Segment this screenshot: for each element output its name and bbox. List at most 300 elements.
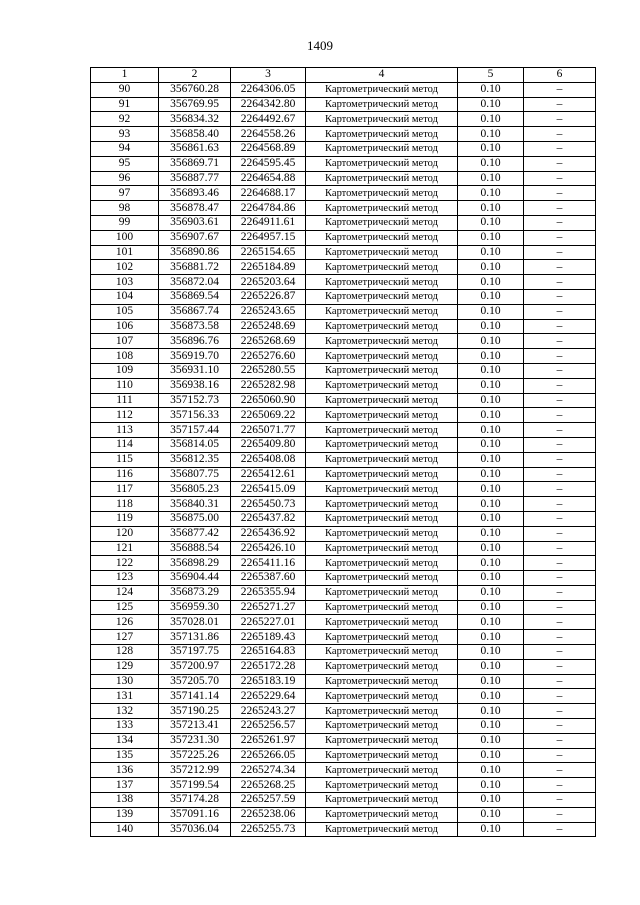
table-cell: 0.10 <box>458 467 524 482</box>
table-cell: 114 <box>91 437 159 452</box>
table-cell: – <box>524 408 596 423</box>
table-cell: 0.10 <box>458 482 524 497</box>
table-cell: 357091.16 <box>159 807 231 822</box>
table-cell: 0.10 <box>458 245 524 260</box>
table-cell: – <box>524 748 596 763</box>
table-cell: 2264688.17 <box>231 186 306 201</box>
table-cell: 2264595.45 <box>231 156 306 171</box>
table-row <box>91 201 596 216</box>
table-cell: – <box>524 541 596 556</box>
table-cell: Картометрический метод <box>306 467 458 482</box>
table-cell: 2265437.82 <box>231 511 306 526</box>
table-cell: 356881.72 <box>159 260 231 275</box>
table-cell: 0.10 <box>458 363 524 378</box>
table-cell: 127 <box>91 630 159 645</box>
table-cell: 2265248.69 <box>231 319 306 334</box>
table-cell: 2265271.27 <box>231 600 306 615</box>
table-cell: – <box>524 334 596 349</box>
table-cell: 357212.99 <box>159 763 231 778</box>
table-cell: 0.10 <box>458 748 524 763</box>
table-cell: 0.10 <box>458 97 524 112</box>
table-cell: 356858.40 <box>159 127 231 142</box>
table-cell: – <box>524 230 596 245</box>
table-row <box>91 689 596 704</box>
table-cell: 2265238.06 <box>231 807 306 822</box>
table-cell: Картометрический метод <box>306 719 458 734</box>
table-cell: – <box>524 215 596 230</box>
table-cell: 2264558.26 <box>231 127 306 142</box>
table-cell: 356840.31 <box>159 497 231 512</box>
table-cell: – <box>524 704 596 719</box>
table-cell: 2265227.01 <box>231 615 306 630</box>
table-cell: 112 <box>91 408 159 423</box>
table-cell: 0.10 <box>458 186 524 201</box>
table-cell: 131 <box>91 689 159 704</box>
table-cell: 0.10 <box>458 719 524 734</box>
table-cell: Картометрический метод <box>306 289 458 304</box>
table-cell: 2265226.87 <box>231 289 306 304</box>
table-row <box>91 408 596 423</box>
table-row <box>91 511 596 526</box>
table-cell: Картометрический метод <box>306 511 458 526</box>
table-row <box>91 822 596 837</box>
table-cell: 357190.25 <box>159 704 231 719</box>
table-cell: – <box>524 97 596 112</box>
table-cell: 130 <box>91 674 159 689</box>
table-cell: 357141.14 <box>159 689 231 704</box>
table-cell: 0.10 <box>458 822 524 837</box>
table-row <box>91 230 596 245</box>
table-cell: 0.10 <box>458 763 524 778</box>
table-row <box>91 541 596 556</box>
table-cell: 356903.61 <box>159 215 231 230</box>
table-cell: 0.10 <box>458 630 524 645</box>
table-cell: 0.10 <box>458 127 524 142</box>
table-row <box>91 526 596 541</box>
table-cell: 356875.00 <box>159 511 231 526</box>
table-cell: 2265408.08 <box>231 452 306 467</box>
table-cell: Картометрический метод <box>306 97 458 112</box>
table-row <box>91 437 596 452</box>
table-cell: 2265229.64 <box>231 689 306 704</box>
table-cell: – <box>524 778 596 793</box>
table-cell: 2265450.73 <box>231 497 306 512</box>
table-cell: 95 <box>91 156 159 171</box>
table-cell: 93 <box>91 127 159 142</box>
table-row <box>91 748 596 763</box>
table-cell: 0.10 <box>458 141 524 156</box>
table-cell: 2265255.73 <box>231 822 306 837</box>
table-cell: 0.10 <box>458 408 524 423</box>
table-cell: 124 <box>91 585 159 600</box>
table-cell: 90 <box>91 82 159 97</box>
column-header: 4 <box>306 68 458 83</box>
table-row <box>91 319 596 334</box>
table-cell: – <box>524 763 596 778</box>
table-cell: 0.10 <box>458 260 524 275</box>
table-cell: – <box>524 630 596 645</box>
table-cell: 101 <box>91 245 159 260</box>
table-cell: 2264342.80 <box>231 97 306 112</box>
table-cell: 2265243.27 <box>231 704 306 719</box>
table-cell: 2265071.77 <box>231 423 306 438</box>
table-cell: – <box>524 822 596 837</box>
table-row <box>91 141 596 156</box>
table-row <box>91 304 596 319</box>
table-cell: 111 <box>91 393 159 408</box>
table-cell: 356890.86 <box>159 245 231 260</box>
table-cell: 356896.76 <box>159 334 231 349</box>
table-row <box>91 363 596 378</box>
table-cell: 138 <box>91 793 159 808</box>
table-cell: – <box>524 289 596 304</box>
table-cell: 0.10 <box>458 304 524 319</box>
table-row <box>91 289 596 304</box>
table-cell: 2265172.28 <box>231 659 306 674</box>
table-cell: 2265243.65 <box>231 304 306 319</box>
table-cell: 94 <box>91 141 159 156</box>
table-cell: 0.10 <box>458 156 524 171</box>
table-cell: – <box>524 304 596 319</box>
table-cell: 135 <box>91 748 159 763</box>
table-cell: – <box>524 659 596 674</box>
table-cell: – <box>524 186 596 201</box>
table-row <box>91 556 596 571</box>
table-cell: 121 <box>91 541 159 556</box>
table-row <box>91 615 596 630</box>
table-cell: Картометрический метод <box>306 778 458 793</box>
table-cell: 356861.63 <box>159 141 231 156</box>
table-cell: 0.10 <box>458 556 524 571</box>
table-cell: 0.10 <box>458 334 524 349</box>
table-cell: 0.10 <box>458 600 524 615</box>
table-cell: Картометрический метод <box>306 349 458 364</box>
table-cell: 356893.46 <box>159 186 231 201</box>
table-cell: 115 <box>91 452 159 467</box>
table-cell: Картометрический метод <box>306 156 458 171</box>
table-cell: 2265183.19 <box>231 674 306 689</box>
table-cell: 136 <box>91 763 159 778</box>
table-cell: – <box>524 467 596 482</box>
table-cell: – <box>524 275 596 290</box>
table-cell: 108 <box>91 349 159 364</box>
table-cell: Картометрический метод <box>306 497 458 512</box>
table-cell: Картометрический метод <box>306 600 458 615</box>
table-row <box>91 733 596 748</box>
table-cell: 96 <box>91 171 159 186</box>
table-cell: 356959.30 <box>159 600 231 615</box>
table-cell: Картометрический метод <box>306 585 458 600</box>
table-cell: 0.10 <box>458 275 524 290</box>
table-cell: 356938.16 <box>159 378 231 393</box>
table-cell: Картометрический метод <box>306 556 458 571</box>
table-cell: – <box>524 393 596 408</box>
table-cell: – <box>524 423 596 438</box>
table-cell: 2264306.05 <box>231 82 306 97</box>
table-cell: 107 <box>91 334 159 349</box>
table-cell: 2265266.05 <box>231 748 306 763</box>
table-cell: – <box>524 452 596 467</box>
table-cell: 0.10 <box>458 378 524 393</box>
table-cell: 0.10 <box>458 171 524 186</box>
table-cell: 0.10 <box>458 659 524 674</box>
table-cell: 357199.54 <box>159 778 231 793</box>
table-cell: 2265276.60 <box>231 349 306 364</box>
table-cell: 356807.75 <box>159 467 231 482</box>
table-cell: 356919.70 <box>159 349 231 364</box>
table-cell: Картометрический метод <box>306 630 458 645</box>
table-cell: 356877.42 <box>159 526 231 541</box>
table-cell: 2264492.67 <box>231 112 306 127</box>
table-cell: Картометрический метод <box>306 704 458 719</box>
table-cell: 357131.86 <box>159 630 231 645</box>
table-cell: Картометрический метод <box>306 763 458 778</box>
table-cell: 356904.44 <box>159 571 231 586</box>
table-cell: Картометрический метод <box>306 659 458 674</box>
column-header: 2 <box>159 68 231 83</box>
table-cell: 120 <box>91 526 159 541</box>
table-cell: 2264784.86 <box>231 201 306 216</box>
column-header: 6 <box>524 68 596 83</box>
table-cell: Картометрический метод <box>306 141 458 156</box>
page-number: 1409 <box>307 38 333 53</box>
table-cell: Картометрический метод <box>306 334 458 349</box>
table-row <box>91 793 596 808</box>
table-cell: Картометрический метод <box>306 822 458 837</box>
table-cell: 2265069.22 <box>231 408 306 423</box>
table-cell: 2265387.60 <box>231 571 306 586</box>
table-cell: 356760.28 <box>159 82 231 97</box>
table-cell: 0.10 <box>458 778 524 793</box>
table-cell: – <box>524 201 596 216</box>
table-cell: 0.10 <box>458 689 524 704</box>
table-cell: 2265282.98 <box>231 378 306 393</box>
table-cell: 0.10 <box>458 82 524 97</box>
table-cell: Картометрический метод <box>306 482 458 497</box>
table-cell: 0.10 <box>458 393 524 408</box>
table-cell: 2265189.43 <box>231 630 306 645</box>
header-row <box>91 68 596 83</box>
table-cell: Картометрический метод <box>306 393 458 408</box>
table-row <box>91 378 596 393</box>
table-cell: – <box>524 526 596 541</box>
table-cell: 357225.26 <box>159 748 231 763</box>
table-cell: Картометрический метод <box>306 541 458 556</box>
table-cell: 2265274.34 <box>231 763 306 778</box>
table-row <box>91 156 596 171</box>
table-cell: 128 <box>91 645 159 660</box>
table-cell: 105 <box>91 304 159 319</box>
table-cell: 2265436.92 <box>231 526 306 541</box>
table-cell: 102 <box>91 260 159 275</box>
table-cell: – <box>524 378 596 393</box>
table-cell: 0.10 <box>458 289 524 304</box>
table-cell: Картометрический метод <box>306 363 458 378</box>
table-row <box>91 659 596 674</box>
table-cell: 98 <box>91 201 159 216</box>
table-cell: 2265280.55 <box>231 363 306 378</box>
table-cell: – <box>524 141 596 156</box>
table-cell: 0.10 <box>458 645 524 660</box>
table-row <box>91 112 596 127</box>
table-cell: 0.10 <box>458 497 524 512</box>
table-cell: Картометрический метод <box>306 615 458 630</box>
column-header: 5 <box>458 68 524 83</box>
table-cell: Картометрический метод <box>306 127 458 142</box>
table-cell: 357036.04 <box>159 822 231 837</box>
table-cell: 357152.73 <box>159 393 231 408</box>
table-row <box>91 334 596 349</box>
table-cell: 2265184.89 <box>231 260 306 275</box>
table-cell: 2265411.16 <box>231 556 306 571</box>
table-cell: Картометрический метод <box>306 571 458 586</box>
table-cell: Картометрический метод <box>306 408 458 423</box>
table-row <box>91 763 596 778</box>
table-cell: Картометрический метод <box>306 319 458 334</box>
table-cell: 357200.97 <box>159 659 231 674</box>
table-cell: 92 <box>91 112 159 127</box>
table-cell: 356873.29 <box>159 585 231 600</box>
table-cell: 356878.47 <box>159 201 231 216</box>
table-cell: 356867.74 <box>159 304 231 319</box>
table-cell: 110 <box>91 378 159 393</box>
table-cell: 2264911.61 <box>231 215 306 230</box>
table-cell: 0.10 <box>458 793 524 808</box>
table-cell: Картометрический метод <box>306 793 458 808</box>
table-cell: Картометрический метод <box>306 260 458 275</box>
table-cell: 118 <box>91 497 159 512</box>
table-cell: 126 <box>91 615 159 630</box>
table-cell: – <box>524 437 596 452</box>
table-cell: 0.10 <box>458 704 524 719</box>
table-cell: – <box>524 511 596 526</box>
table-cell: Картометрический метод <box>306 82 458 97</box>
table-cell: 356834.32 <box>159 112 231 127</box>
table-cell: Картометрический метод <box>306 112 458 127</box>
table-cell: 356769.95 <box>159 97 231 112</box>
table-cell: 2265409.80 <box>231 437 306 452</box>
table-cell: Картометрический метод <box>306 275 458 290</box>
table-cell: – <box>524 349 596 364</box>
table-cell: – <box>524 260 596 275</box>
table-cell: 2265203.64 <box>231 275 306 290</box>
table-cell: – <box>524 615 596 630</box>
table-cell: 99 <box>91 215 159 230</box>
table-cell: – <box>524 363 596 378</box>
table-cell: 0.10 <box>458 511 524 526</box>
table-row <box>91 452 596 467</box>
table-cell: – <box>524 793 596 808</box>
table-cell: Картометрический метод <box>306 230 458 245</box>
table-cell: 0.10 <box>458 526 524 541</box>
table-cell: – <box>524 497 596 512</box>
table-cell: 2264568.89 <box>231 141 306 156</box>
table-cell: 357157.44 <box>159 423 231 438</box>
table-cell: 140 <box>91 822 159 837</box>
table-cell: 356869.71 <box>159 156 231 171</box>
table-cell: – <box>524 689 596 704</box>
table-cell: 356869.54 <box>159 289 231 304</box>
table-cell: 0.10 <box>458 674 524 689</box>
table-cell: 133 <box>91 719 159 734</box>
table-cell: Картометрический метод <box>306 526 458 541</box>
table-cell: 123 <box>91 571 159 586</box>
table-cell: 137 <box>91 778 159 793</box>
table-cell: 0.10 <box>458 585 524 600</box>
table-cell: 2265412.61 <box>231 467 306 482</box>
table-cell: – <box>524 156 596 171</box>
table-cell: 356805.23 <box>159 482 231 497</box>
table-cell: 356888.54 <box>159 541 231 556</box>
table-row <box>91 778 596 793</box>
table-cell: 357197.75 <box>159 645 231 660</box>
table-cell: 356907.67 <box>159 230 231 245</box>
table-row <box>91 186 596 201</box>
table-cell: – <box>524 733 596 748</box>
table-cell: Картометрический метод <box>306 171 458 186</box>
table-row <box>91 215 596 230</box>
table-cell: – <box>524 719 596 734</box>
table-cell: – <box>524 245 596 260</box>
table-cell: – <box>524 600 596 615</box>
table-cell: 2265257.59 <box>231 793 306 808</box>
table-cell: 91 <box>91 97 159 112</box>
table-cell: 113 <box>91 423 159 438</box>
table-cell: 117 <box>91 482 159 497</box>
table-row <box>91 600 596 615</box>
table-cell: 357174.28 <box>159 793 231 808</box>
table-cell: Картометрический метод <box>306 748 458 763</box>
table-cell: 132 <box>91 704 159 719</box>
table-cell: 0.10 <box>458 201 524 216</box>
table-cell: 2265261.97 <box>231 733 306 748</box>
table-cell: 357231.30 <box>159 733 231 748</box>
table-cell: 116 <box>91 467 159 482</box>
table-row <box>91 630 596 645</box>
table-row <box>91 807 596 822</box>
table-cell: Картометрический метод <box>306 186 458 201</box>
table-cell: 104 <box>91 289 159 304</box>
table-cell: 97 <box>91 186 159 201</box>
table-cell: 0.10 <box>458 112 524 127</box>
table-cell: 2265355.94 <box>231 585 306 600</box>
table-cell: 119 <box>91 511 159 526</box>
table-cell: 2265256.57 <box>231 719 306 734</box>
table-cell: 100 <box>91 230 159 245</box>
table-cell: 139 <box>91 807 159 822</box>
column-header: 1 <box>91 68 159 83</box>
table-cell: 2265415.09 <box>231 482 306 497</box>
table-cell: – <box>524 319 596 334</box>
table-cell: 2265164.83 <box>231 645 306 660</box>
table-cell: 356812.35 <box>159 452 231 467</box>
table-cell: Картометрический метод <box>306 215 458 230</box>
table-cell: 356814.05 <box>159 437 231 452</box>
table-cell: 0.10 <box>458 215 524 230</box>
table-cell: 356931.10 <box>159 363 231 378</box>
table-cell: 356873.58 <box>159 319 231 334</box>
table-cell: 357205.70 <box>159 674 231 689</box>
table-row <box>91 571 596 586</box>
table-row <box>91 585 596 600</box>
table-cell: 2265268.69 <box>231 334 306 349</box>
table-row <box>91 719 596 734</box>
table-row <box>91 171 596 186</box>
coordinates-table <box>90 67 596 837</box>
table-row <box>91 467 596 482</box>
table-cell: 2265154.65 <box>231 245 306 260</box>
table-cell: Картометрический метод <box>306 689 458 704</box>
